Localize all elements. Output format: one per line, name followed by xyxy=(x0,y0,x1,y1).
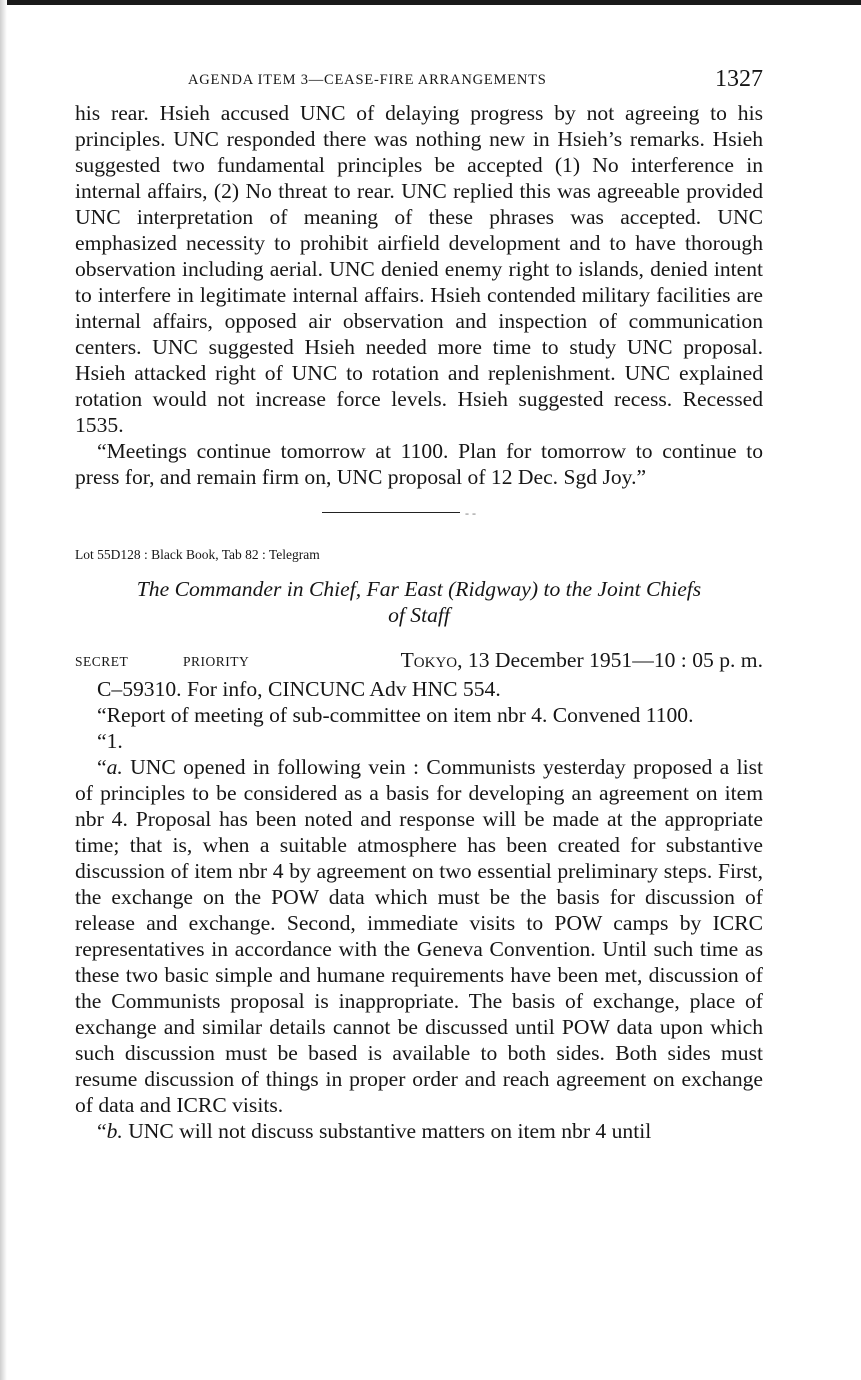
scan-left-edge xyxy=(0,0,7,1380)
date-time: 13 December 1951—10 : 05 p. m. xyxy=(462,648,763,672)
priority-label: PRIORITY xyxy=(183,654,250,669)
divider-rule xyxy=(322,512,460,513)
running-head xyxy=(75,64,763,100)
source-note: Lot 55D128 : Black Book, Tab 82 : Telegram xyxy=(75,547,320,562)
item-a-paragraph xyxy=(75,754,763,1118)
item-a-quote: “ xyxy=(97,755,107,779)
item-b-quote: “ xyxy=(97,1119,107,1143)
running-head-title: AGENDA ITEM 3—CEASE-FIRE ARRANGEMENTS xyxy=(188,72,547,88)
page-number: 1327 xyxy=(715,66,763,92)
section-divider xyxy=(75,490,763,546)
document-page xyxy=(75,64,763,1144)
item-b-letter: b. xyxy=(106,1119,123,1143)
classification-label: SECRET xyxy=(75,654,129,669)
telegram-reference: C–59310. For info, CINCUNC Adv HNC 554. xyxy=(97,677,501,701)
item-a-letter: a. xyxy=(106,755,123,779)
document-heading xyxy=(75,576,763,628)
scan-top-border xyxy=(0,0,861,5)
item-a-text: UNC opened in following vein : Communists yesterday proposed a list of principles to be considered as a basis for developing an agreement on item nbr 4. Proposal has been noted and response will be made at the appropriate time; that is, when a suitable atmosphere has been created for substantive discussion of item nbr 4 by agreement on two essential preliminary steps. First, the exchange on the POW data which must be the basis for discussion of release and exchange. Second, immediate visits to POW camps by ICRC representatives in accordance with the Geneva Convention. Until such time as these two basic simple and humane requirements have been met, discussion of the Communists proposal is inappropriate. The basis of exchange, place of exchange and similar details cannot be discussed until POW data upon which such discussion must be based is available to both sides. Both sides must resume discussion of things in proper order and reach agreement on exchange of data and ICRC visits. xyxy=(75,755,763,1117)
document-heading-line-1: The Commander in Chief, Far East (Ridgway) to the Joint Chiefs xyxy=(136,577,702,601)
document-heading-line-2: of Staff xyxy=(388,603,450,627)
report-line: “Report of meeting of sub-committee on item nbr 4. Convened 1100. xyxy=(97,703,694,727)
closing-quote-paragraph: “Meetings continue tomorrow at 1100. Plan for tomorrow to continue to press for, and remain firm on, UNC proposal of 12 Dec. Sgd Joy.” xyxy=(75,439,763,489)
dateline xyxy=(75,648,763,676)
place-and-date xyxy=(401,648,763,673)
section-number: “1. xyxy=(97,729,123,753)
continued-paragraph: his rear. Hsieh accused UNC of delaying progress by not agreeing to his principles. UNC responded there was nothing new in Hsieh’s remarks. Hsieh suggested two fundamental principles be accepted (1) No interference in internal affairs, (2) No threat to rear. UNC replied this was agreeable provided UNC interpretation of meaning of these phrases was accepted. UNC emphasized necessity to prohibit airfield development and to have thorough observation including aerial. UNC denied enemy right to islands, denied intent to interfere in legitimate internal affairs. Hsieh contended military facilities are internal affairs, opposed air observation and inspection of communication centers. UNC suggested Hsieh needed more time to study UNC proposal. Hsieh attacked right of UNC to rotation and replenishment. UNC explained rotation would not increase force levels. Hsieh suggested recess. Recessed 1535. xyxy=(75,101,763,437)
place: Tokyo, xyxy=(400,648,463,672)
item-b-text: UNC will not discuss substantive matters on item nbr 4 until xyxy=(122,1119,652,1143)
divider-marks: -- xyxy=(465,506,479,520)
item-b-paragraph xyxy=(75,1118,763,1144)
